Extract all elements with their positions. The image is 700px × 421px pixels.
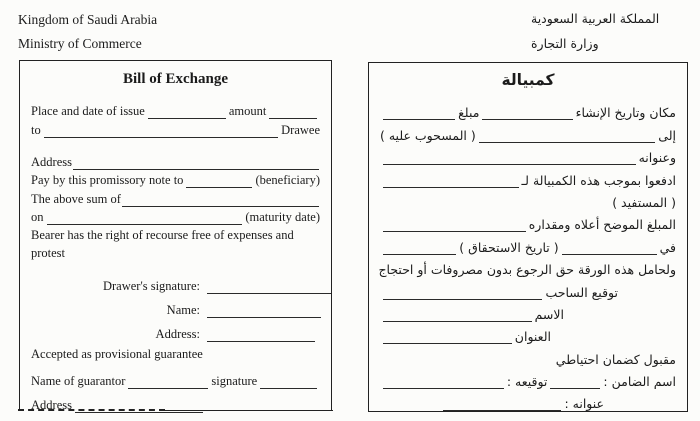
form-title-ar: كمبيالة (501, 71, 555, 89)
fill-line (128, 376, 208, 389)
drawee-label: Drawee (281, 123, 320, 137)
row-beneficiary-ar (380, 188, 676, 210)
fill-line (383, 175, 519, 188)
place-date-label-ar: مكان وتاريخ الإنشاء (575, 105, 676, 121)
fill-line (383, 242, 456, 255)
row-place-date-amount-ar (380, 98, 676, 120)
bearer-clause: Bearer has the right of recourse free of expenses and protest (31, 228, 294, 260)
sum-label-ar: المبلغ الموضح أعلاه ومقداره (528, 217, 676, 233)
guarantor-name-label-ar: اسم الضامن : (603, 374, 676, 390)
drawee-label-ar: ( المسحوب عليه ) (380, 127, 476, 143)
row-sum-ar (380, 210, 676, 232)
row-pay-beneficiary (31, 170, 320, 189)
fill-line (383, 376, 504, 389)
fill-line (479, 130, 656, 143)
on-label: on (31, 210, 44, 224)
fill-line (383, 107, 455, 120)
fill-line (383, 309, 532, 322)
row-place-date-amount (31, 100, 320, 119)
to-label: to (31, 123, 41, 137)
bill-of-exchange-box-arabic (368, 62, 688, 412)
fill-line (47, 212, 243, 225)
bill-of-exchange-box-english (19, 60, 332, 411)
row-to-drawee (31, 119, 320, 138)
fill-line (207, 329, 315, 342)
guarantor-signature-label: signature (211, 374, 258, 388)
guarantor-address-label: Address (31, 398, 72, 412)
letterhead-ministry-ar: وزارة التجارة (531, 36, 599, 51)
row-drawer-signature (31, 270, 320, 294)
fill-line (383, 219, 526, 232)
drawer-address-label-ar: العنوان (514, 329, 551, 345)
row-to-drawee-ar (380, 120, 676, 142)
drawer-signature-label-ar: توقيع الساحب (545, 284, 618, 300)
amount-label: amount (228, 104, 267, 118)
drawer-signature-block (31, 270, 320, 342)
provisional-guarantee-clause-ar (380, 344, 676, 366)
letterhead-country-en: Kingdom of Saudi Arabia (18, 12, 158, 27)
drawer-address-label: Address: (155, 327, 200, 341)
pay-label: Pay by this promissory note to (31, 173, 184, 187)
row-guarantor-address-ar (380, 389, 676, 411)
beneficiary-label: (beneficiary) (255, 173, 320, 187)
fill-line (260, 376, 317, 389)
row-maturity-date (31, 207, 320, 226)
letterhead-country-ar: المملكة العربية السعودية (531, 11, 660, 26)
maturity-date-label: (maturity date) (245, 210, 320, 224)
blank-spacer (31, 138, 320, 151)
row-drawer-address (31, 318, 320, 342)
row-guarantor-signature (31, 365, 320, 389)
letterhead-arabic (531, 6, 659, 56)
fill-line (269, 106, 317, 119)
box-bottom-border-solid (165, 410, 333, 411)
address-label-ar: وعنوانه (638, 150, 676, 166)
row-drawer-signature-ar (380, 277, 676, 299)
box-bottom-border-dashed (18, 409, 164, 411)
row-maturity-date-ar (380, 232, 676, 254)
to-label-ar: إلى (658, 127, 676, 143)
amount-label-ar: مبلغ (458, 105, 480, 121)
fill-line (383, 287, 542, 300)
drawer-signature-label: Drawer's signature: (102, 279, 200, 293)
guarantor-name-label: Name of guarantor (31, 374, 126, 388)
guarantee-clause-text-ar: مقبول كضمان احتياطي (555, 351, 676, 367)
fill-line (44, 125, 278, 138)
drawer-name-label: Name: (166, 303, 200, 317)
pay-label-ar: ادفعوا بموجب هذه الكمبيالة لـ (521, 172, 676, 188)
address-label: Address (31, 154, 72, 169)
letterhead-english (18, 8, 157, 56)
fill-line (207, 305, 321, 318)
row-drawer-name-ar (380, 300, 676, 322)
fill-line (383, 331, 512, 344)
row-drawer-address-ar (380, 322, 676, 344)
bearer-clause-text-ar: ولحامل هذه الورقة حق الرجوع بدون مصروفات أو احتجاج (378, 262, 676, 278)
drawer-name-label-ar: الاسم (534, 306, 564, 322)
fill-line (207, 281, 331, 294)
fill-line (383, 152, 636, 165)
fill-line (550, 376, 600, 389)
fill-line (482, 107, 572, 120)
row-address-ar (380, 143, 676, 165)
maturity-date-label-ar: ( تاريخ الاستحقاق ) (459, 239, 559, 255)
fill-line (73, 157, 319, 170)
fill-line (122, 194, 319, 207)
fill-line (562, 242, 657, 255)
bearer-clause-ar (380, 255, 676, 277)
row-address (31, 151, 320, 170)
letterhead-ministry-en: Ministry of Commerce (18, 36, 142, 51)
fill-line (148, 106, 226, 119)
form-title-en: Bill of Exchange (122, 71, 228, 87)
row-pay-ar (380, 165, 676, 187)
fill-line (443, 398, 561, 411)
fill-line (75, 400, 203, 413)
fill-line (186, 175, 252, 188)
guarantor-address-label-ar: عنوانه : (564, 396, 604, 412)
row-sum (31, 188, 320, 207)
sum-label: The above sum of (31, 191, 121, 206)
guarantor-signature-label-ar: توقيعه : (506, 374, 548, 390)
row-drawer-name (31, 294, 320, 318)
place-date-label: Place and date of issue (31, 104, 145, 118)
on-label-ar: في (659, 239, 676, 255)
beneficiary-label-ar: ( المستفيد ) (612, 194, 676, 210)
row-guarantor-signature-ar (380, 367, 676, 389)
provisional-guarantee-clause: Accepted as provisional guarantee (31, 347, 203, 361)
